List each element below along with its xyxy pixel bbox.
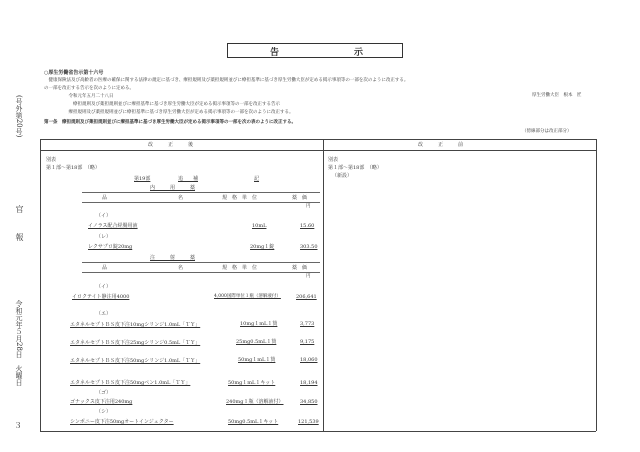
right-intro-3: （新設） (332, 173, 353, 179)
chusha-row-4-price: 18,060 (300, 357, 318, 363)
chusha-row-6-price: 34,850 (300, 399, 318, 405)
chusha-row-7-kana: （シ） (96, 409, 112, 415)
body-line-4: 令和元年五月二十八日 (64, 94, 114, 99)
chusha-row-5-spec: 50mg１mL１キット (228, 380, 276, 386)
chusha-row-1-name: イロクテイト静注用4000 (72, 294, 130, 300)
body-line-6: 療担規則及び薬担規則並びに療担基準に基づき厚生労働大臣が定める掲示事項等の一部を次のように改正する。 (64, 110, 294, 115)
chusha-row-1-spec (214, 293, 298, 300)
chusha-row-7-spec: 50mg0.5mL１キット (228, 419, 279, 425)
chusha-row-6-spec: 240mg１瓶（溶解液付） (226, 399, 284, 405)
naifuku-row-1-price: 15.60 (300, 223, 315, 229)
chusha-row-2-spec: 10mg１mL１筒 (240, 321, 278, 327)
chusha-row-5-price: 18,194 (300, 380, 318, 386)
part19-chapter: 記 (254, 176, 260, 182)
chusha-header-spec: 規 格 単 位 (222, 265, 258, 271)
naifuku-row-2-spec: 20mg１錠 (250, 244, 275, 250)
naifuku-row-1-spec: 10mL (252, 223, 267, 229)
chusha-row-3-spec: 25mg0.5mL１筒 (236, 339, 277, 345)
chusha-row-2-price: 3,773 (300, 321, 315, 327)
naifuku-title: 内 用 薬 (150, 185, 196, 191)
naifuku-header-name: 名 (178, 195, 184, 201)
naifuku-row-2-price: 303.50 (300, 244, 318, 250)
left-intro-1: 別表 (46, 157, 57, 163)
chusha-row-7-price: 121,539 (298, 419, 319, 425)
chusha-row-6-name: ゴナックス皮下注用240mg (70, 399, 133, 405)
naifuku-header-item: 品 (102, 195, 108, 201)
body-line-5: 療担規則及び薬担規則並びに療担基準に基づき厚生労働大臣が定める掲示事項等の一部を改正する告示 (64, 102, 280, 107)
body-line-3: の一部を改正する告示を次のように定める。 (44, 86, 134, 91)
chusha-header-name: 名 (178, 265, 184, 271)
column-header-after: 改 正 後 (148, 142, 194, 148)
chusha-unit: 円 (306, 274, 311, 279)
amendment-note: （傍線部分は改正部分） (522, 129, 572, 134)
naifuku-header-spec: 規 格 単 位 (222, 195, 258, 201)
column-header-before: 改 正 前 (418, 142, 464, 148)
right-intro-2: 第１部～第18部 （略） (328, 165, 382, 171)
chusha-row-2-kana: （エ） (96, 311, 112, 317)
chusha-title: 注 射 薬 (150, 255, 196, 261)
notice-title-right: 示 (354, 48, 364, 58)
chusha-row-1-spec-text: 4,000国際単位１瓶（溶解液付） (214, 294, 281, 299)
body-line-2: 健康保険法及び高齢者の医療の確保に関する法律の規定に基づき、療担規則及び薬担規則並びに療担基準に基づき厚生労働大臣が定める掲示事項等の一部を次のように改正する。 (44, 78, 409, 83)
issue-date: 令和元年５月28日 火曜日 (15, 300, 23, 386)
notice-title-box (227, 43, 403, 58)
part19-label: 第19部 (134, 176, 151, 182)
body-line-7: 第一条 療担規則及び薬担規則並びに療担基準に基づき厚生労働大臣が定める掲示事項等の一部を次の表のように改正する。 (44, 120, 296, 125)
naifuku-unit: 円 (306, 204, 311, 209)
part19-name: 追 補 (178, 176, 199, 182)
right-intro-1: 別表 (328, 157, 339, 163)
naifuku-row-2-kana: （レ） (96, 234, 112, 240)
naifuku-row-2-name: レクサプロ錠20mg (88, 244, 133, 250)
chusha-row-1-kana: （イ） (96, 284, 112, 290)
notice-title-left: 告 (270, 48, 280, 58)
chusha-row-7-name: シンポニー皮下注50mgオートインジェクター (70, 419, 174, 425)
chusha-header-price: 薬 価 (292, 265, 308, 271)
chusha-row-4-spec: 50mg１mL１筒 (238, 357, 276, 363)
page-number: ３ (14, 421, 22, 430)
chusha-row-5-name: エタネルセプトＢＳ皮下注50mgペン1.0mL「ＴＹ」 (70, 380, 191, 386)
chusha-row-4-name: エタネルセプトＢＳ皮下注50mgシリンジ1.0mL「ＴＹ」 (70, 358, 201, 364)
gazette-name: 官 報 (15, 205, 24, 247)
signature: 厚生労働大臣 根本 匠 (532, 93, 582, 98)
naifuku-row-1-kana: （イ） (96, 213, 112, 219)
chusha-header-item: 品 (102, 265, 108, 271)
chusha-row-1-price: 206,641 (296, 294, 317, 300)
chusha-row-3-name: エタネルセプトＢＳ皮下注25mgシリンジ0.5mL「ＴＹ」 (70, 340, 201, 346)
issue-number: (号外第20号) (15, 95, 23, 138)
naifuku-header-price: 薬 価 (292, 195, 308, 201)
naifuku-row-1-name: イノラス配合経腸用液 (88, 223, 138, 229)
chusha-row-2-name: エタネルセプトＢＳ皮下注10mgシリンジ1.0mL「ＴＹ」 (70, 322, 201, 328)
body-line-1: ○厚生労働省告示第十六号 (44, 70, 104, 76)
chusha-row-6-kana: （ゴ） (96, 390, 112, 396)
chusha-row-3-price: 9,175 (300, 339, 315, 345)
left-intro-2: 第１部～第18部 （略） (46, 165, 100, 171)
